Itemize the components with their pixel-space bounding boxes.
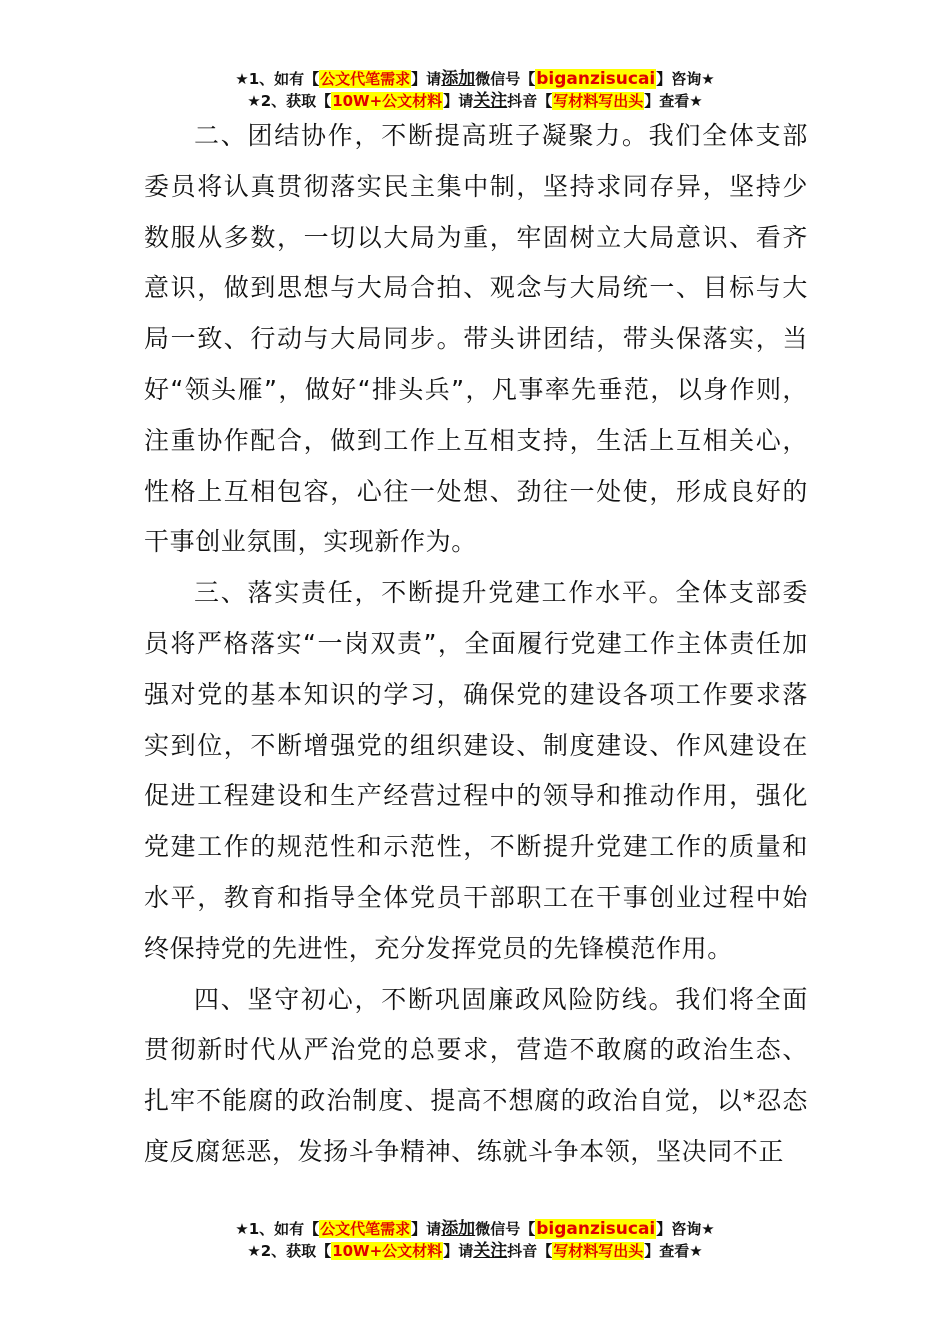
banner-text: ★1、如有【	[235, 70, 320, 88]
banner-text: 抖音【	[507, 1242, 553, 1260]
header-banner	[0, 68, 950, 112]
banner-text: 微信号【	[475, 70, 536, 88]
banner-text: 】咨询★	[656, 70, 715, 88]
banner-highlight-douyin: 写材料写出头	[553, 92, 644, 110]
banner-highlight-douyin: 写材料写出头	[553, 1242, 644, 1260]
banner-text: 微信号【	[475, 1220, 536, 1238]
banner-highlight: 10W+公文材料	[332, 92, 443, 110]
banner-text: 】请	[411, 1220, 442, 1238]
banner-underlined: 添加	[441, 69, 476, 89]
banner-line-1	[0, 1218, 950, 1240]
banner-highlight: 10W+公文材料	[332, 1242, 443, 1260]
footer-banner	[0, 1218, 950, 1262]
banner-underlined: 添加	[441, 1219, 476, 1239]
banner-text: ★2、获取【	[247, 92, 332, 110]
banner-line-1	[0, 68, 950, 90]
paragraph-responsibility: 三、落实责任，不断提升党建工作水平。全体支部委员将严格落实“一岗双责”，全面履行党建工作主体责任加强对党的基本知识的学习，确保党的建设各项工作要求落实到位，不断增强党的组织建设、制度建设、作风建设在促进工程建设和生产经营过程中的领导和推动作用，强化党建工作的规范性和示范性，不断提升党建工作的质量和水平，教育和指导全体党员干部职工在干事创业过程中始终保持党的先进性，充分发挥党员的先锋模范作用。	[144, 578, 808, 963]
banner-text: 】咨询★	[656, 1220, 715, 1238]
banner-text: 抖音【	[507, 92, 553, 110]
banner-text: 】请	[443, 92, 474, 110]
banner-text: ★1、如有【	[235, 1220, 320, 1238]
banner-text: ★2、获取【	[247, 1242, 332, 1260]
banner-text: 】查看★	[644, 1242, 703, 1260]
banner-highlight-wechat: biganzisucai	[536, 69, 656, 89]
banner-line-2	[0, 1240, 950, 1262]
banner-text: 】请	[411, 70, 442, 88]
banner-underlined: 关注	[473, 1241, 508, 1261]
banner-text: 】请	[443, 1242, 474, 1260]
banner-highlight-wechat: biganzisucai	[536, 1219, 656, 1239]
banner-text: 】查看★	[644, 92, 703, 110]
paragraph-unity: 二、团结协作，不断提高班子凝聚力。我们全体支部委员将认真贯彻落实民主集中制，坚持求同存异，坚持少数服从多数，一切以大局为重，牢固树立大局意识、看齐意识，做到思想与大局合拍、观念与大局统一、目标与大局一致、行动与大局同步。带头讲团结，带头保落实，当好“领头雁”，做好“排头兵”，凡事率先垂范，以身作则，注重协作配合，做到工作上互相支持，生活上互相关心，性格上互相包容，心往一处想、劲往一处使，形成良好的干事创业氛围，实现新作为。	[144, 121, 808, 557]
banner-highlight: 公文代笔需求	[320, 1220, 411, 1238]
banner-underlined: 关注	[473, 91, 508, 111]
banner-line-2	[0, 90, 950, 112]
document-body	[144, 111, 808, 1178]
banner-highlight: 公文代笔需求	[320, 70, 411, 88]
paragraph-integrity: 四、坚守初心，不断巩固廉政风险防线。我们将全面贯彻新时代从严治党的总要求，营造不敢腐的政治生态、扎牢不能腐的政治制度、提高不想腐的政治自觉，以*忍态度反腐惩恶，发扬斗争精神、练就斗争本领，坚决同不正	[144, 984, 808, 1166]
